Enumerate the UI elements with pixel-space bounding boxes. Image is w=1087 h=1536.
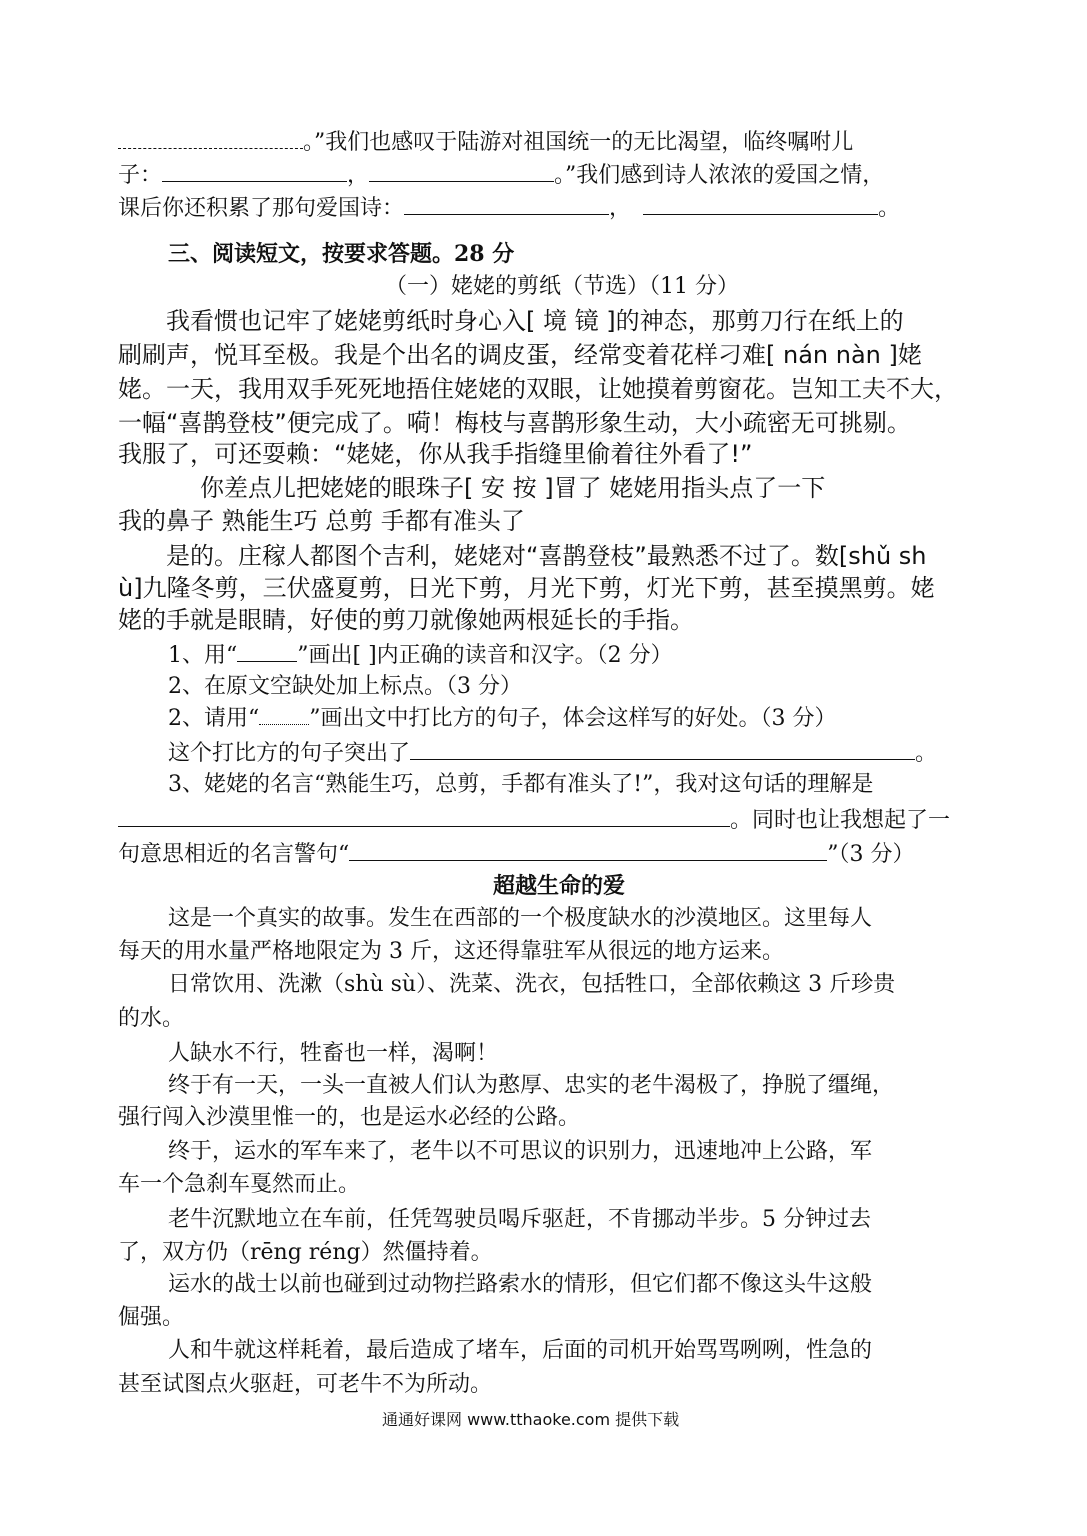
question-text: ”画出文中打比方的句子，体会这样写的好处。（3 分） (309, 706, 837, 731)
passage2-line: 的水。 (118, 1006, 185, 1031)
question-2: 2、在原文空缺处加上标点。（3 分） (168, 674, 522, 699)
passage1-line: 我服了，可还耍赖：“姥姥，你从我手指缝里偷着往外看了!” (118, 440, 753, 468)
passage1-line: 一幅“喜鹊登枝”便完成了。嗬！梅枝与喜鹊形象生动，大小疏密无可挑剔。 (118, 409, 911, 437)
page-footer: 通通好课网 www.tthaoke.com 提供下载 (382, 1410, 680, 1429)
underline-sample (237, 643, 297, 662)
question-4-line-2 (118, 808, 950, 832)
passage2-line: 人缺水不行，牲畜也一样，渴啊！ (168, 1041, 499, 1066)
passage2-line: 甚至试图点火驱赶，可老牛不为所动。 (118, 1372, 493, 1397)
intro-text: ， (609, 196, 632, 221)
passage2-line: 车一个急刹车戛然而止。 (118, 1172, 361, 1197)
intro-text: 。”我们也感叹于陆游对祖国统一的无比渴望，临终嘱咐儿 (303, 130, 854, 155)
question-text: 1、用“ (168, 643, 238, 668)
intro-line-2 (118, 163, 884, 187)
passage2-line: 了，双方仍（rēng réng）然僵持着。 (118, 1240, 493, 1265)
passage2-line: 日常饮用、洗漱（shù sù）、洗菜、洗衣，包括牲口，全部依赖这 3 斤珍贵 (168, 972, 896, 997)
answer-blank[interactable] (349, 842, 827, 861)
intro-text: 课后你还积累了那句爱国诗： (118, 196, 405, 221)
answer-blank[interactable] (118, 808, 730, 827)
question-text: 这个打比方的句子突出了 (168, 741, 411, 766)
passage-subtitle: （一）姥姥的剪纸（节选）（11 分） (385, 274, 739, 299)
answer-blank[interactable] (643, 196, 878, 215)
passage1-line: 姥的手就是眼睛，好使的剪刀就像她两根延长的手指。 (118, 606, 694, 634)
intro-line-1 (118, 130, 853, 154)
question-text: ”画出[ ]内正确的读音和汉字。（2 分） (297, 643, 673, 668)
passage2-line: 终于有一天，一头一直被人们认为憨厚、忠实的老牛渴极了，挣脱了缰绳， (168, 1073, 895, 1098)
passage1-line: 你差点儿把姥姥的眼珠子[ 安 按 ]冒了 姥姥用指头点了一下 (200, 474, 826, 502)
passage2-title: 超越生命的爱 (493, 873, 626, 899)
passage2-line: 人和牛就这样耗着，最后造成了堵车，后面的司机开始骂骂咧咧，性急的 (168, 1338, 873, 1363)
answer-blank[interactable] (410, 741, 915, 760)
question-3-answer-line (168, 741, 937, 765)
question-text: 。同时也让我想起了一 (730, 808, 951, 833)
passage1-line: 是的。庄稼人都图个吉利，姥姥对“喜鹊登枝”最熟悉不过了。数[shǔ sh (166, 542, 927, 570)
answer-blank[interactable] (369, 163, 554, 182)
answer-blank[interactable] (118, 130, 303, 149)
question-text: ”（3 分） (827, 842, 915, 867)
passage2-line: 终于，运水的军车来了，老牛以不可思议的识别力，迅速地冲上公路，军 (168, 1139, 873, 1164)
intro-text: 子： (118, 163, 163, 188)
question-4-line-1: 3、姥姥的名言“熟能生巧，总剪，手都有准头了!”，我对这句话的理解是 (168, 772, 874, 797)
answer-blank[interactable] (162, 163, 347, 182)
answer-blank[interactable] (404, 196, 609, 215)
passage1-line: 我的鼻子 熟能生巧 总剪 手都有准头了 (118, 507, 525, 535)
section-heading: 三、阅读短文，按要求答题。28 分 (168, 241, 515, 267)
question-text: 句意思相近的名言警句“ (118, 842, 350, 867)
passage2-line: 每天的用水量严格地限定为 3 斤，这还得靠驻军从很远的地方运来。 (118, 939, 784, 964)
question-text: 2、请用“ (168, 706, 260, 731)
intro-text: ， (347, 163, 370, 188)
passage2-line: 运水的战士以前也碰到过动物拦路索水的情形，但它们都不像这头牛这般 (168, 1272, 873, 1297)
wavy-underline-sample (259, 708, 309, 725)
question-3 (168, 708, 837, 730)
question-4-line-3 (118, 842, 915, 866)
intro-text: 。 (878, 196, 901, 221)
passage1-line: 刷刷声，悦耳至极。我是个出名的调皮蛋，经常变着花样刁难[ nán nàn ]姥 (118, 341, 922, 369)
passage2-line: 倔强。 (118, 1305, 185, 1330)
passage1-line: 我看惯也记牢了姥姥剪纸时身心入[ 境 镜 ]的神态，那剪刀行在纸上的 (166, 307, 904, 335)
question-text: 。 (915, 741, 938, 766)
passage2-line: 这是一个真实的故事。发生在西部的一个极度缺水的沙漠地区。这里每人 (168, 906, 873, 931)
intro-line-3 (118, 196, 900, 220)
question-1 (168, 643, 673, 667)
passage2-line: 强行闯入沙漠里惟一的，也是运水必经的公路。 (118, 1105, 581, 1130)
passage1-line: 姥。一天，我用双手死死地捂住姥姥的双眼，让她摸着剪窗花。岂知工夫不大， (118, 375, 958, 403)
passage1-line: ù]九隆冬剪，三伏盛夏剪，日光下剪，月光下剪，灯光下剪，甚至摸黑剪。姥 (118, 574, 935, 602)
passage2-line: 老牛沉默地立在车前，任凭驾驶员喝斥驱赶，不肯挪动半步。5 分钟过去 (168, 1207, 871, 1232)
intro-text: 。”我们感到诗人浓浓的爱国之情， (554, 163, 885, 188)
